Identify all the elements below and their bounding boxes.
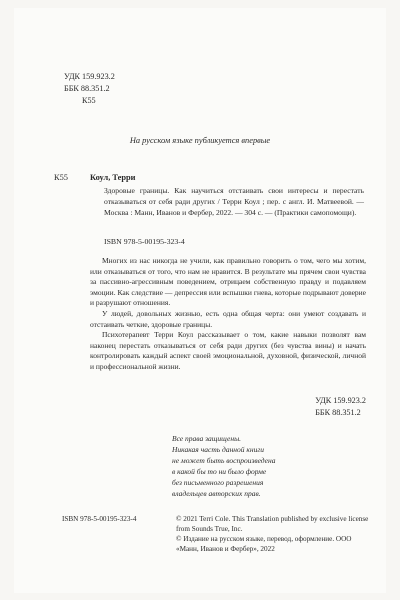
catalog-card-description: Здоровые границы. Как научиться отстаивать свои интересы и перестать отказываться от себя ради других / Терри Коул ; пер. с англ. И. Матвеевой. — Москва : Манн, Иванов и Фербер, 2022. — 304 с. — (Практики самопомощи).	[104, 186, 364, 217]
rights-line: без письменного разрешения	[172, 478, 264, 487]
copyright-line: © Издание на русском языке, перевод, оформление. ООО «Манн, Иванов и Фербер», 2022	[176, 535, 352, 553]
udk-code: УДК 159.923.2	[64, 72, 115, 81]
catalog-card-isbn: ISBN 978-5-00195-323-4	[104, 237, 185, 246]
copyright-page	[14, 8, 386, 593]
copyright-block	[176, 514, 372, 554]
rights-line: в какой бы то ни было форме	[172, 467, 267, 476]
rights-line: владельцев авторских прав.	[172, 489, 261, 498]
bbk-code-footer: ББК 88.351.2	[315, 408, 361, 417]
annotation	[90, 256, 366, 373]
catalog-card-code: К55	[54, 173, 68, 182]
author-mark: К55	[82, 96, 96, 105]
bbk-code: ББК 88.351.2	[64, 84, 110, 93]
rights-notice	[172, 433, 275, 499]
annotation-paragraph: Психотерапевт Терри Коул рассказывает о том, какие навыки позволят вам наконец перестать отказываться от себя ради других (без чувства вины) и начать контролировать каждый аспект своей эмоциональной, духовной, физической, личной и профессиональной жизни.	[90, 330, 366, 371]
annotation-paragraph: Многих из нас никогда не учили, как правильно говорить о том, чего мы хотим, или отказываться от того, что нам не нравится. В результате мы прячем свои чувства за пассивно-агрессивным поведением, отрицаем собственную правду и подавляем эмоции. Как следствие — депрессия или вспышки гнева, которые подрывают доверие и разрушают отношения.	[90, 256, 366, 308]
catalog-card-author: Коул, Терри	[90, 173, 136, 182]
annotation-paragraph: У людей, довольных жизнью, есть одна общая черта: они умеют создавать и отстаивать четкие, здоровые границы.	[90, 308, 366, 329]
footer-classification	[315, 395, 366, 419]
bottom-isbn: ISBN 978-5-00195-323-4	[62, 515, 137, 523]
rights-line: Никакая часть данной книги	[172, 445, 265, 454]
first-publication-note: На русском языке публикуется впервые	[129, 136, 271, 145]
copyright-line: © 2021 Terri Cole. This Translation published by exclusive license from Sounds True, Inc.	[176, 515, 369, 533]
rights-line: не может быть воспроизведена	[172, 456, 276, 465]
udk-code-footer: УДК 159.923.2	[315, 396, 366, 405]
header-classification	[64, 71, 115, 107]
rights-line: Все права защищены.	[172, 434, 242, 443]
